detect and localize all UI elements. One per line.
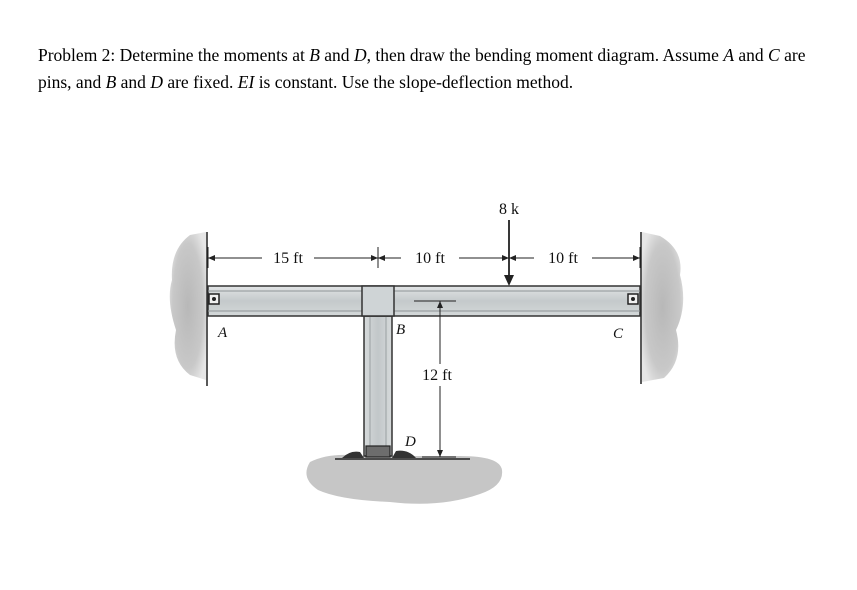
- joint-b: [362, 286, 394, 316]
- column-bd: [364, 316, 392, 456]
- ground: [306, 455, 502, 504]
- dimension-label-ab: 15 ft: [273, 250, 303, 267]
- flexural-rigidity-ref: EI: [237, 72, 255, 92]
- problem-text-part: and: [116, 72, 151, 92]
- load-arrowhead: [504, 275, 514, 286]
- problem-text-part: , then draw the bending moment diagram. Assume: [366, 45, 724, 65]
- dimension-label-b-load: 10 ft: [415, 250, 445, 267]
- problem-text-part: and: [734, 45, 769, 65]
- problem-text-part: are fixed.: [162, 72, 238, 92]
- problem-text-part: and: [319, 45, 354, 65]
- label-b: B: [396, 322, 406, 338]
- point-ref-b: B: [309, 45, 320, 65]
- dimension-label-column: 12 ft: [422, 367, 452, 384]
- load-label: 8 k: [499, 201, 519, 218]
- point-ref-d: D: [353, 45, 367, 65]
- problem-text-part: is constant. Use the slope-deflection method.: [254, 72, 574, 92]
- problem-label: Problem 2:: [38, 45, 116, 65]
- label-c: C: [613, 326, 624, 342]
- point-ref-d: D: [150, 72, 163, 92]
- problem-text-part: Determine the moments at: [115, 45, 310, 65]
- label-a: A: [218, 325, 228, 341]
- dimension-label-load-c: 10 ft: [548, 250, 578, 267]
- fixed-support-d: [366, 446, 390, 457]
- left-wall: [170, 232, 206, 380]
- point-ref-b: B: [105, 72, 117, 92]
- point-ref-c: C: [768, 45, 780, 65]
- right-wall: [642, 232, 683, 382]
- label-d: D: [405, 434, 416, 450]
- point-ref-a: A: [723, 45, 735, 65]
- problem-text-part: are pins, and: [38, 45, 806, 92]
